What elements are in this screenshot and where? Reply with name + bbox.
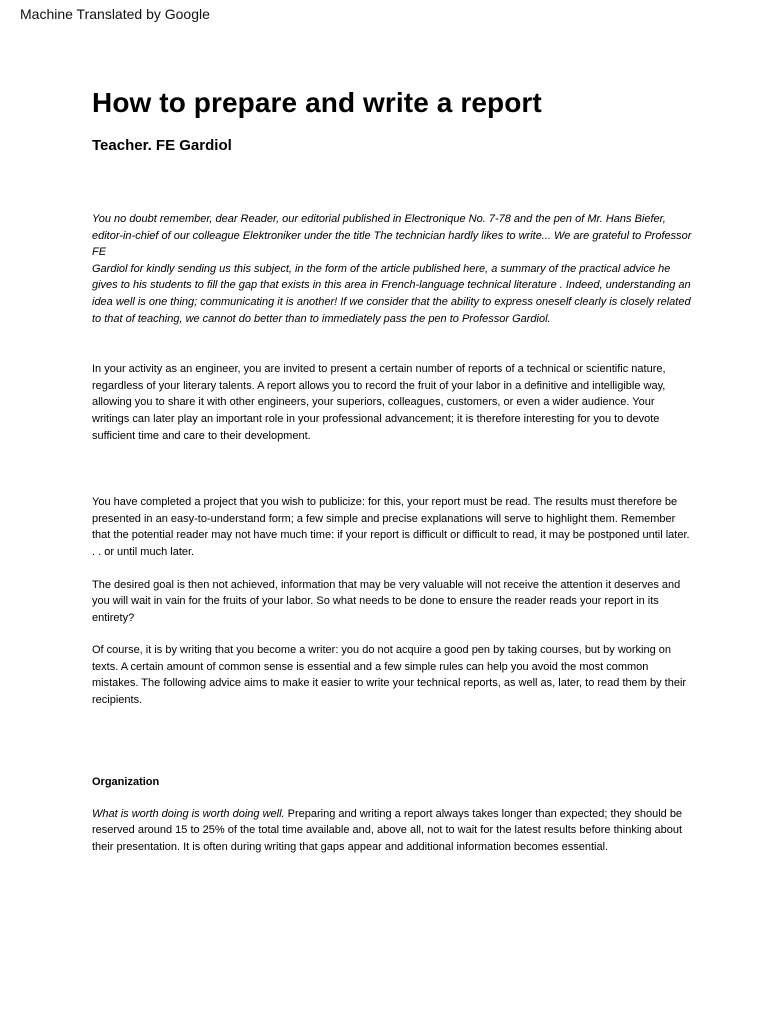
editorial-intro [92, 211, 692, 327]
body-paragraph-4: Of course, it is by writing that you become a writer: you do not acquire a good pen by taking courses, but by working on texts. A certain amount of common sense is essential and a few simple rules can help you avoid the most common mistakes. The following advice aims to make it easier to write your technical reports, as well as, later, to read them by their recipients. [92, 644, 687, 707]
section-heading: Organization [92, 775, 160, 788]
organization-section [92, 774, 692, 856]
section-paragraph [92, 806, 692, 856]
document-title: How to prepare and write a report [92, 87, 542, 118]
intro-line-2: Gardiol for kindly sending us this subject, in the form of the article published here, a summary of the practical advice he gives to his students to fill the gap that exists in this area in French-language technical literature . Indeed, understanding an idea well is one thing; communicating it is another! If we consider that the ability to express oneself clearly is closely related to that of teaching, we cannot do better than to immediately pass the pen to Professor Gardiol. [92, 262, 691, 325]
section-body-text: Preparing and writing a report always takes longer than expected; they should be reserved around 15 to 25% of the total time available and, above all, not to wait for the latest results before thinking about their presentation. It is often during writing that gaps appear and additional information becomes essential. [92, 807, 683, 853]
body-paragraph-3: The desired goal is then not achieved, information that may be very valuable will not receive the attention it deserves and you will wait in vain for the fruits of your labor. So what needs to be done to ensure the reader reads your report in its entirety? [92, 578, 681, 624]
document-author: Teacher. FE Gardiol [92, 137, 232, 154]
intro-line-1: You no doubt remember, dear Reader, our editorial published in Electronique No. 7-78 and the pen of Mr. Hans Biefer, editor-in-chief of our colleague Elektroniker under the title The technician hardly likes to write... We are grateful to Professor FE [92, 213, 692, 259]
document-body [92, 85, 692, 855]
section-lead-quote: What is worth doing is worth doing well. [92, 807, 285, 820]
body-paragraph-1: In your activity as an engineer, you are invited to present a certain number of reports of a technical or scientific nature, regardless of your literary talents. A report allows you to record the fruit of your labor in a definitive and intelligible way, allowing you to share it with other engineers, your superiors, colleagues, customers, or even a wider audience. Your writings can later play an important role in your professional advancement; it is therefore interesting for you to devote sufficient time and care to their development. [92, 363, 666, 442]
machine-translation-banner: Machine Translated by Google [20, 6, 210, 22]
body-paragraph-2: You have completed a project that you wish to publicize: for this, your report must be read. The results must therefore be presented in an easy-to-understand form; a few simple and precise explanations will serve to highlight them. Remember that the potential reader may not have much time: if your report is difficult or difficult to read, it may be postponed until later. . . or until much later. [92, 496, 690, 558]
